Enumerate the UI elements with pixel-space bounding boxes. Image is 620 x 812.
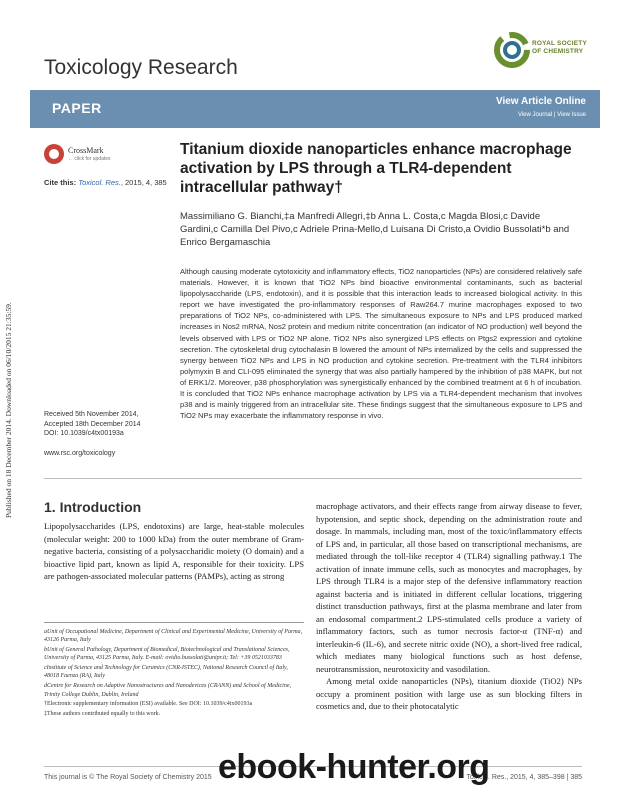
journal-url[interactable]: www.rsc.org/toxicology: [44, 450, 116, 457]
download-note: Published on 18 December 2014. Downloaded on 06/10/2015 21:35:59.: [4, 302, 13, 518]
article-type-label: PAPER: [52, 100, 102, 116]
footnote-rule: [44, 622, 304, 623]
divider: [44, 478, 582, 479]
crossmark-icon: [44, 144, 64, 164]
footnotes: [44, 628, 304, 720]
journal-name[interactable]: Toxicology Research: [44, 56, 238, 79]
footer-copyright: This journal is © The Royal Society of Chemistry 2015: [44, 774, 212, 781]
citation: [44, 178, 167, 187]
footer-page-info: Toxicol. Res., 2015, 4, 385–398 | 385: [466, 774, 582, 781]
cite-prefix: Cite this:: [44, 178, 77, 187]
rsc-ring-icon: [492, 26, 532, 76]
cite-rest: , 2015, 4, 385: [120, 178, 167, 187]
footnote-b: bUnit of General Pathology, Department of Biomedical, Biotechnological and Translational Sciences, University of Parma, 43125 Parma, Italy. E-mail: ovidio.bussolati@unipr.it; Tel: +39 0521033783: [44, 647, 290, 662]
footnote-a: aUnit of Occupational Medicine, Department of Clinical and Experimental Medicine, University of Parma, 43126 Parma, Italy: [44, 629, 303, 644]
rsc-line-2: OF CHEMISTRY: [532, 47, 584, 55]
footnote-equal: ‡These authors contributed equally to this work.: [44, 711, 161, 718]
footnote-c: cInstitute of Science and Technology for Ceramics (CNR-ISTEC), National Research Council of Italy, 48018 Faenza (RA), Italy: [44, 665, 288, 680]
crossmark-badge[interactable]: [44, 144, 124, 166]
footnote-esi: †Electronic supplementary information (ESI) available. See DOI: 10.1039/c4tx00193a: [44, 701, 253, 708]
accepted-date: Accepted 18th December 2014: [44, 420, 141, 428]
doi[interactable]: DOI: 10.1039/c4tx00193a: [44, 430, 124, 437]
cite-journal-link[interactable]: Toxicol. Res.: [78, 178, 121, 187]
crossmark-name: CrossMark: [68, 146, 104, 155]
abstract: Although causing moderate cytotoxicity and inflammatory effects, TiO2 nanoparticles (NPs) are considered relatively safe materials. However, it is known that TiO2 NPs bind bioactive environmental contaminants, such as bacterial lipopolysaccharide (LPS, endotoxin), and it is possible that this interaction leads to increased biological activity. In this report we have investigated the pro-inflammatory responses of Raw264.7 murine macrophages exposed to two preparations of TiO2 NPs, co-administered with LPS. The simultaneous exposure to NPs and LPS produced marked increases in Nos2 mRNA, Nos2 protein and medium nitrite concentration (an indicator of NO production) well beyond the levels observed with LPS or TiO2 NP alone. TiO2 NPs also synergized LPS effects on Ptgs2 expression and cytokine secretion. The cytoskeletal drug cytochalasin B lowered the amount of NPs internalized by the cells and suppressed the synergy between TiO2 NPs and LPS in NO production and cytokine secretion. Pre-treatment with the TLR4 inhibitors polymyxin B and CLI-095 eliminated the synergy that was also partially hampered by the inhibition of p38 MAPK, but not of ERK1/2. Moreover, p38 phosphorylation was synergistically enhanced by the combined treatment at 6 h of incubation. It is concluded that TiO2 NPs enhance macrophage activation by LPS via a TLR4-dependent mechanism that involves p38 and is mainly triggered from an intracellular site. These findings suggest that the simultaneous exposure to LPS and TiO2 NPs may exacerbate the inflammatory response in vivo.: [180, 267, 582, 421]
view-journal-issue-links[interactable]: View Journal | View Issue: [517, 112, 586, 118]
watermark: ebook-hunter.org: [218, 748, 490, 786]
intro-right-column: [316, 500, 582, 713]
article-type-bar: [30, 90, 600, 128]
view-article-online-link[interactable]: View Article Online: [495, 96, 586, 107]
author-list: Massimiliano G. Bianchi,‡a Manfredi Allegri,‡b Anna L. Costa,c Magda Blosi,c Davide Gardini,c Camilla Del Pivo,c Adriele Prina-Mello,d Luisana Di Cristo,a Ovidio Bussolati*b and Enrico Bergamaschia: [180, 211, 570, 248]
rsc-line-1: ROYAL SOCIETY: [532, 40, 587, 47]
intro-paragraph-1: macrophage activators, and their effects range from airway disease to fever, hypotension, and septic shock, depending on the administration route and dosage. In mammals, including man, most of the toxic/inflammatory effects of LPS and, in particular, all those based on transcriptional mechanisms, are mediated through the toll-like receptor 4 (TLR4) signalling pathway.1 The activation of innate immune cells, such as monocytes and macrophages, by LPS through TLR4 is a major step of the defensive inflammatory reaction against bacteria and is initiated in different cellular locations, triggering distinct transduction pathways, first at the plasma membrane and later from an endosomal compartment.2 LPS-stimulated cells produce a variety of inflammatory factors, such as tumor necrosis factor-α (TNF-α) and interleukin-6 (IL-6), and secrete nitric oxide (NO), a short-lived free radical, which mediates many biological functions such as host defense, neurotransmission, neurotoxicity and vasodilation.: [316, 501, 582, 674]
rsc-logo[interactable]: [492, 22, 588, 82]
crossmark-sub: ← click for updates: [68, 156, 111, 162]
section-heading: 1. Introduction: [44, 499, 142, 515]
intro-paragraph-2: Among metal oxide nanoparticles (NPs), titanium dioxide (TiO2) NPs occupy a prominent position with large use as sun blocking filters in cosmetics and, due to their photocatalytic: [316, 676, 582, 711]
footnote-d: dCentre for Research on Adaptive Nanostructures and Nanodevices (CRANN) and School of Medicine, Trinity College Dublin, Dublin, Ireland: [44, 683, 292, 698]
received-date: Received 5th November 2014,: [44, 411, 139, 418]
intro-left-column: Lipopolysaccharides (LPS, endotoxins) are large, heat-stable molecules (molecular weight: 200 to 1000 kDa) from the outer membrane of Gram-negative bacteria, consisting of a polysaccharidic moiety (O domain) and a bioactive lipid part, known as lipid A, responsible for their toxicity. LPS are pathogen-associated molecular patterns (PAMPs), acting as strong: [44, 521, 304, 581]
received-dates: [44, 410, 141, 439]
article-title: Titanium dioxide nanoparticles enhance macrophage activation by LPS through a TLR4-dependent intracellular pathway†: [180, 141, 572, 196]
